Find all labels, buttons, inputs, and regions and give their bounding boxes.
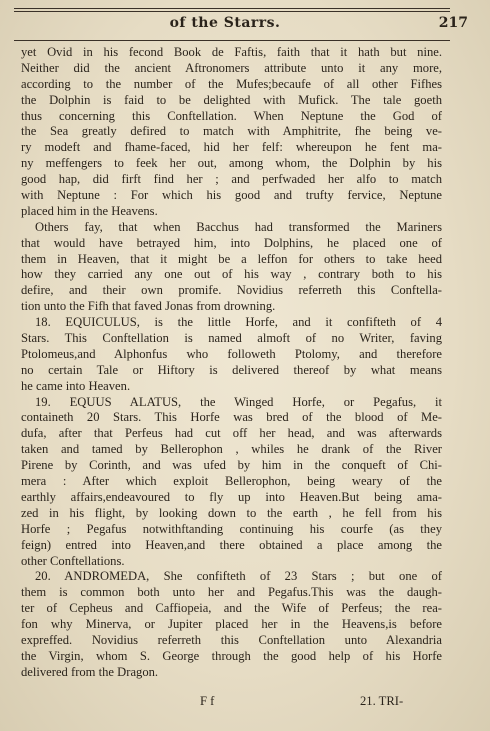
page-number: 217: [438, 15, 468, 31]
text-line: other Conftellations.: [21, 553, 125, 568]
text-line: earthly affairs,endeavoured to fly up into Heaven.But being ama-: [21, 489, 442, 504]
text-line: delivered from the Dragon.: [21, 664, 159, 679]
text-line: Horfe ; Pegafus notwithftanding continuing his courfe (as they: [21, 521, 442, 536]
text-line: Stars. This Conftellation is named almoft of no Writer, faving: [21, 331, 442, 346]
text-line: Neither did the ancient Aftronomers attribute unto it any more,: [21, 60, 442, 75]
page-footer: [0, 694, 490, 714]
text-line: the Sea greatly defired to match with Amphitrite, fhe being ve-: [21, 124, 442, 139]
text-line: taken and tamed by Bellerophon , whiles he drank of the River: [21, 442, 442, 457]
text-line: tion unto the Fifh that faved Jonas from drowning.: [21, 299, 276, 314]
text-line: the Virgin, whom S. George through the good help of his Horfe: [21, 648, 442, 663]
page-body-text: [21, 45, 442, 681]
text-line: 20. ANDROMEDA, She confifteth of 23 Stars ; but one of: [35, 569, 442, 584]
header-rule-bottom: [14, 40, 450, 41]
text-line: Pirene by Corinth, and was ufed by him in the conqueft of Chi-: [21, 458, 442, 473]
header-rule-top-inner: [14, 11, 450, 12]
running-title: of the Starrs.: [169, 15, 281, 31]
text-line: ter of Cepheus and Caffiopeia, and the Wife of Perfeus; the rea-: [21, 601, 442, 616]
text-line: yet Ovid in his fecond Book de Faftis, faith that it hath but nine.: [21, 45, 442, 59]
text-line: Others fay, that when Bacchus had transformed the Mariners: [35, 219, 442, 234]
text-line: defire, and their own promife. Novidius referreth this Conftella-: [21, 283, 442, 298]
text-line: according to the number of the Mufes;becaufe of all other Fifhes: [21, 76, 442, 91]
text-line: them in Heaven, that it might be a leffon for others to take heed: [21, 251, 442, 266]
text-line: that would have betrayed him, into Dolphins, he placed one of: [21, 235, 442, 250]
text-line: ry modeft and fhame-faced, hid her felf: whereupon he fent ma-: [21, 140, 442, 155]
running-header: [0, 0, 490, 44]
text-line: how they carried any one out of his way , contrary both to his: [21, 267, 442, 282]
text-line: mera : After which exploit Bellerophon, being weary of the: [21, 474, 442, 489]
text-line: good hap, did firft find her ; and perfwaded her alfo to match: [21, 172, 442, 187]
text-line: them is common both unto her and Pegafus.This was the daugh-: [21, 585, 442, 600]
text-line: ny meffengers to feek her out, among whom, the Dolphin by his: [21, 156, 442, 171]
text-line: he came into Heaven.: [21, 378, 131, 393]
catchword: 21. TRI-: [360, 694, 404, 708]
text-line: Ptolomeus,and Alphonfus who followeth Ptolomy, and therefore: [21, 346, 442, 361]
text-line: dufa, after that Perfeus had cut off her head, and was afterwards: [21, 426, 442, 441]
text-line: containeth 20 Stars. This Horfe was bred of the blood of Me-: [21, 410, 442, 425]
text-line: 19. EQUUS ALATUS, the Winged Horfe, or Pegafus, it: [35, 394, 442, 409]
signature-mark: F f: [200, 694, 215, 708]
header-rule-top: [14, 8, 450, 9]
text-line: placed him in the Heavens.: [21, 203, 158, 218]
text-line: zed in his flight, by looking down to the earth , he fell from his: [21, 505, 442, 520]
text-line: 18. EQUICULUS, is the little Horfe, and it confifteth of 4: [35, 315, 442, 330]
text-line: with Neptune : For which his good and trufty fervice, Neptune: [21, 188, 442, 203]
text-line: expreffed. Novidius referreth this Conftellation unto Alexandria: [21, 632, 442, 647]
text-line: no certain Tale or Hiftory is delivered thereof by what means: [21, 362, 442, 377]
text-line: feign) entred into Heaven,and there obtained a place among the: [21, 537, 442, 552]
text-line: the Dolphin is faid to be delighted with Mufick. The tale goeth: [21, 92, 442, 107]
text-line: fon why Minerva, or Jupiter placed her in the Heavens,is before: [21, 617, 442, 632]
text-line: thus concerning this Conftellation. When Neptune the God of: [21, 108, 442, 123]
